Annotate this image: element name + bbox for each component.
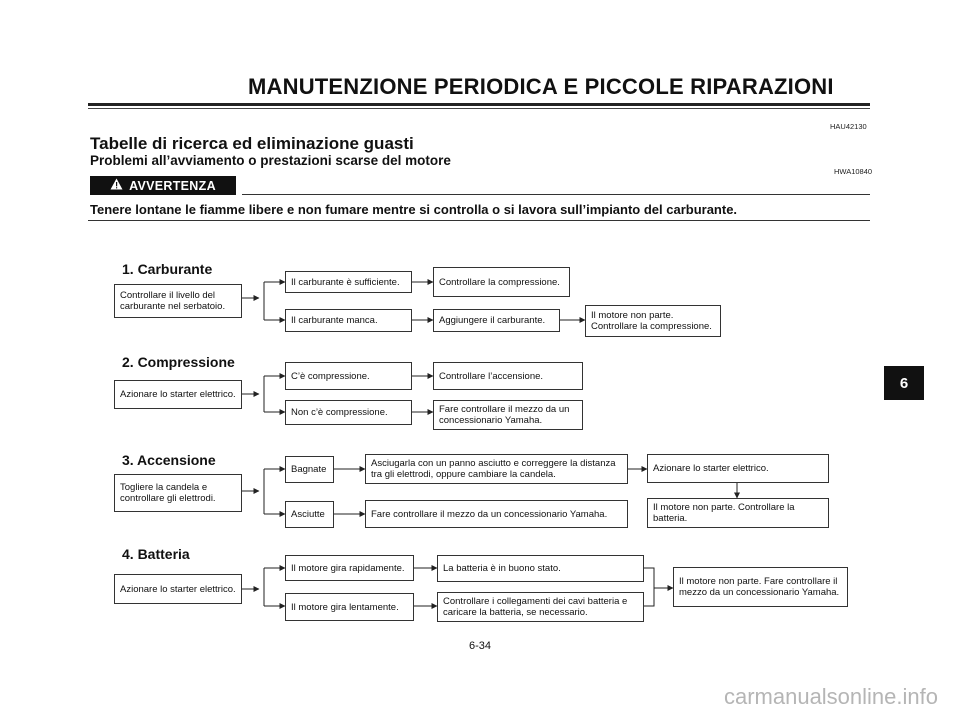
section-title: Tabelle di ricerca ed eliminazione guasti [90, 134, 414, 153]
box-carburante-act-a: Controllare la compressione. [433, 267, 570, 297]
box-compressione-cond-b: Non c’è compressione. [285, 400, 412, 425]
page-number: 6-34 [468, 640, 492, 652]
section-code: HAU42130 [830, 122, 867, 131]
box-accensione-next: Azionare lo starter elettrico. [647, 454, 829, 483]
box-accensione-result: Il motore non parte. Controllare la batteria. [647, 498, 829, 528]
box-batteria-act-a: La batteria è in buono stato. [437, 555, 644, 582]
chapter-tab: 6 [884, 366, 924, 400]
box-compressione-start: Azionare lo starter elettrico. [114, 380, 242, 409]
watermark: carmanualsonline.info [723, 684, 938, 709]
box-carburante-cond-b: Il carburante manca. [285, 309, 412, 332]
box-accensione-start: Togliere la candela e controllare gli elettrodi. [114, 474, 242, 512]
box-compressione-act-b: Fare controllare il mezzo da un concessionario Yamaha. [433, 400, 583, 430]
section-subtitle: Problemi all’avviamento o prestazioni scarse del motore [90, 153, 451, 168]
box-accensione-cond-a: Bagnate [285, 456, 334, 483]
box-carburante-act-b: Aggiungere il carburante. [433, 309, 560, 332]
warning-label: AVVERTENZA [129, 178, 216, 193]
group-title-accensione: 3. Accensione [122, 452, 216, 468]
box-batteria-cond-b: Il motore gira lentamente. [285, 593, 414, 621]
box-accensione-cond-b: Asciutte [285, 501, 334, 528]
box-batteria-cond-a: Il motore gira rapidamente. [285, 555, 414, 581]
group-title-carburante: 1. Carburante [122, 261, 213, 277]
box-batteria-result: Il motore non parte. Fare controllare il mezzo da un concessionario Yamaha. [673, 567, 848, 607]
page-header-title: MANUTENZIONE PERIODICA E PICCOLE RIPARAZIONI [248, 74, 834, 99]
group-title-compressione: 2. Compressione [122, 354, 235, 370]
box-carburante-result: Il motore non parte. Controllare la compressione. [585, 305, 721, 337]
box-compressione-cond-a: C’è compressione. [285, 362, 412, 390]
box-batteria-act-b: Controllare i collegamenti dei cavi batteria e caricare la batteria, se necessario. [437, 592, 644, 622]
box-accensione-act-b: Fare controllare il mezzo da un concessionario Yamaha. [365, 500, 628, 528]
warning-text: Tenere lontane le fiamme libere e non fumare mentre si controlla o si lavora sull’impianto del carburante. [90, 202, 738, 217]
group-title-batteria: 4. Batteria [122, 546, 190, 562]
box-carburante-start: Controllare il livello del carburante nel serbatoio. [114, 284, 242, 318]
box-compressione-act-a: Controllare l’accensione. [433, 362, 583, 390]
warning-code: HWA10840 [834, 167, 873, 176]
box-batteria-start: Azionare lo starter elettrico. [114, 574, 242, 604]
box-carburante-cond-a: Il carburante è sufficiente. [285, 271, 412, 293]
box-accensione-act-a: Asciugarla con un panno asciutto e correggere la distanza tra gli elettrodi, oppure cambiare la candela. [365, 454, 628, 484]
